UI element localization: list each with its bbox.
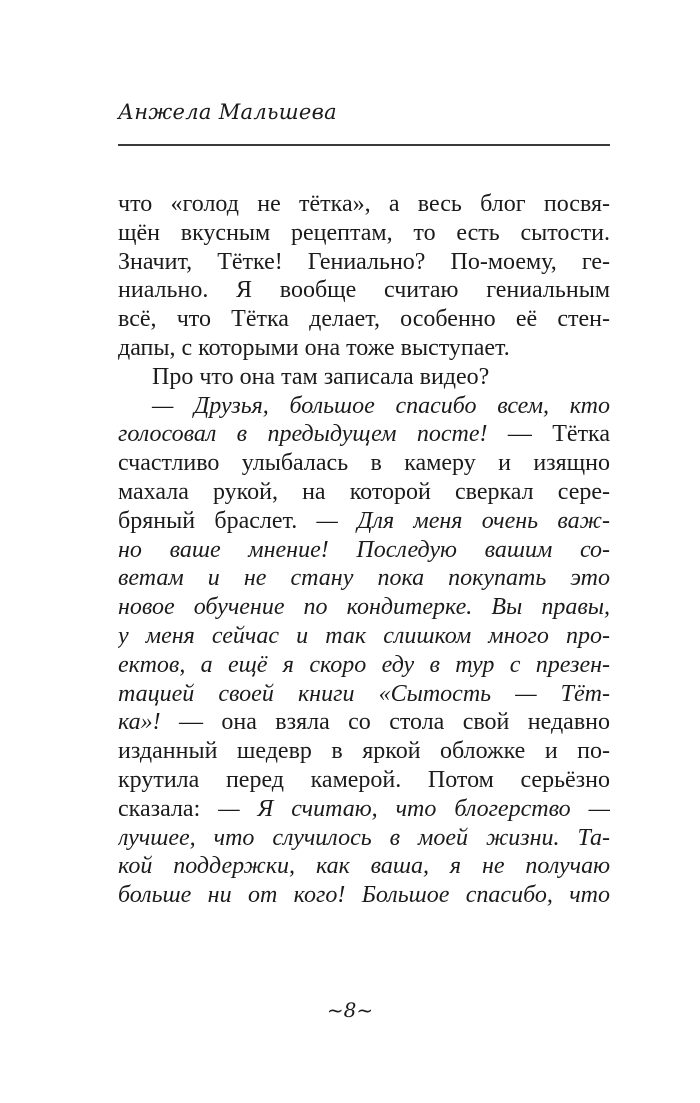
text-line: [118, 852, 610, 881]
text-segment: бряный браслет.: [118, 507, 317, 534]
text-line: [118, 680, 610, 709]
text-line: [118, 766, 610, 795]
text-line: [118, 708, 610, 737]
italic-text: новое обучение по кондитерке. Вы правы,: [118, 594, 610, 621]
text-line: [118, 795, 610, 824]
text-line: [118, 219, 610, 248]
italic-text: лучшее, что случилось в моей жизни. Та-: [118, 824, 610, 851]
text-segment: дапы, с которыми она тоже выступает.: [118, 334, 510, 361]
text-line: [118, 737, 610, 766]
italic-text: больше ни от кого! Большое спасибо, что: [118, 882, 610, 909]
text-line: [118, 881, 610, 910]
text-segment: изданный шедевр в яркой обложке и по-: [118, 738, 610, 765]
text-line: [118, 622, 610, 651]
italic-text: — Друзья, большое спасибо всем, кто: [152, 392, 610, 419]
text-line: [118, 248, 610, 277]
running-head: Анжела Мальшева: [118, 100, 337, 124]
body-text: [118, 190, 610, 910]
text-line: [118, 507, 610, 536]
text-segment: что «голод не тётка», а весь блог посвя-: [118, 191, 610, 217]
text-line: [118, 392, 610, 421]
page-number: ~8~: [326, 998, 374, 1022]
text-line: [118, 420, 610, 449]
italic-text: ка»!: [118, 709, 161, 736]
text-line: [118, 190, 610, 219]
text-segment: крутила перед камерой. Потом серьёзно: [118, 766, 610, 793]
text-segment: — она взяла со стола свой недавно: [160, 709, 610, 736]
text-line: [118, 449, 610, 478]
text-segment: щён вкусным рецептам, то есть сытости.: [118, 219, 610, 246]
header-rule: [118, 144, 610, 146]
text-line: [118, 824, 610, 853]
italic-text: тацией своей книги «Сытость — Тёт-: [118, 680, 610, 707]
text-segment: ниально. Я вообще считаю гениальным: [118, 277, 610, 304]
text-segment: сказала:: [118, 795, 219, 822]
italic-text: — Я считаю, что блогерство —: [218, 795, 610, 822]
text-line: [118, 478, 610, 507]
italic-text: у меня сейчас и так слишком много про-: [118, 622, 610, 649]
text-segment: Значит, Тётке! Гениально? По-моему, ге-: [118, 248, 610, 275]
text-line: [118, 536, 610, 565]
italic-text: кой поддержки, как ваша, я не получаю: [118, 853, 610, 880]
text-line: [118, 276, 610, 305]
text-segment: всё, что Тётка делает, особенно её стен-: [118, 306, 610, 333]
text-line: [118, 305, 610, 334]
italic-text: ектов, а ещё я скоро еду в тур с презен-: [118, 651, 610, 678]
italic-text: но ваше мнение! Последую вашим со-: [118, 536, 610, 563]
text-segment: Про что она там записала видео?: [152, 363, 490, 390]
italic-text: ветам и не стану пока покупать это: [118, 565, 610, 592]
text-segment: махала рукой, на которой сверкал сере-: [118, 478, 610, 505]
italic-text: голосовал в предыдущем посте!: [118, 421, 488, 448]
text-line: [118, 564, 610, 593]
text-segment: счастливо улыбалась в камеру и изящно: [118, 450, 610, 477]
text-line: [118, 593, 610, 622]
text-line: [118, 334, 610, 363]
italic-text: — Для меня очень важ-: [316, 507, 610, 534]
text-line: [118, 651, 610, 680]
text-segment: — Тётка: [487, 421, 610, 448]
text-line: [118, 363, 610, 392]
